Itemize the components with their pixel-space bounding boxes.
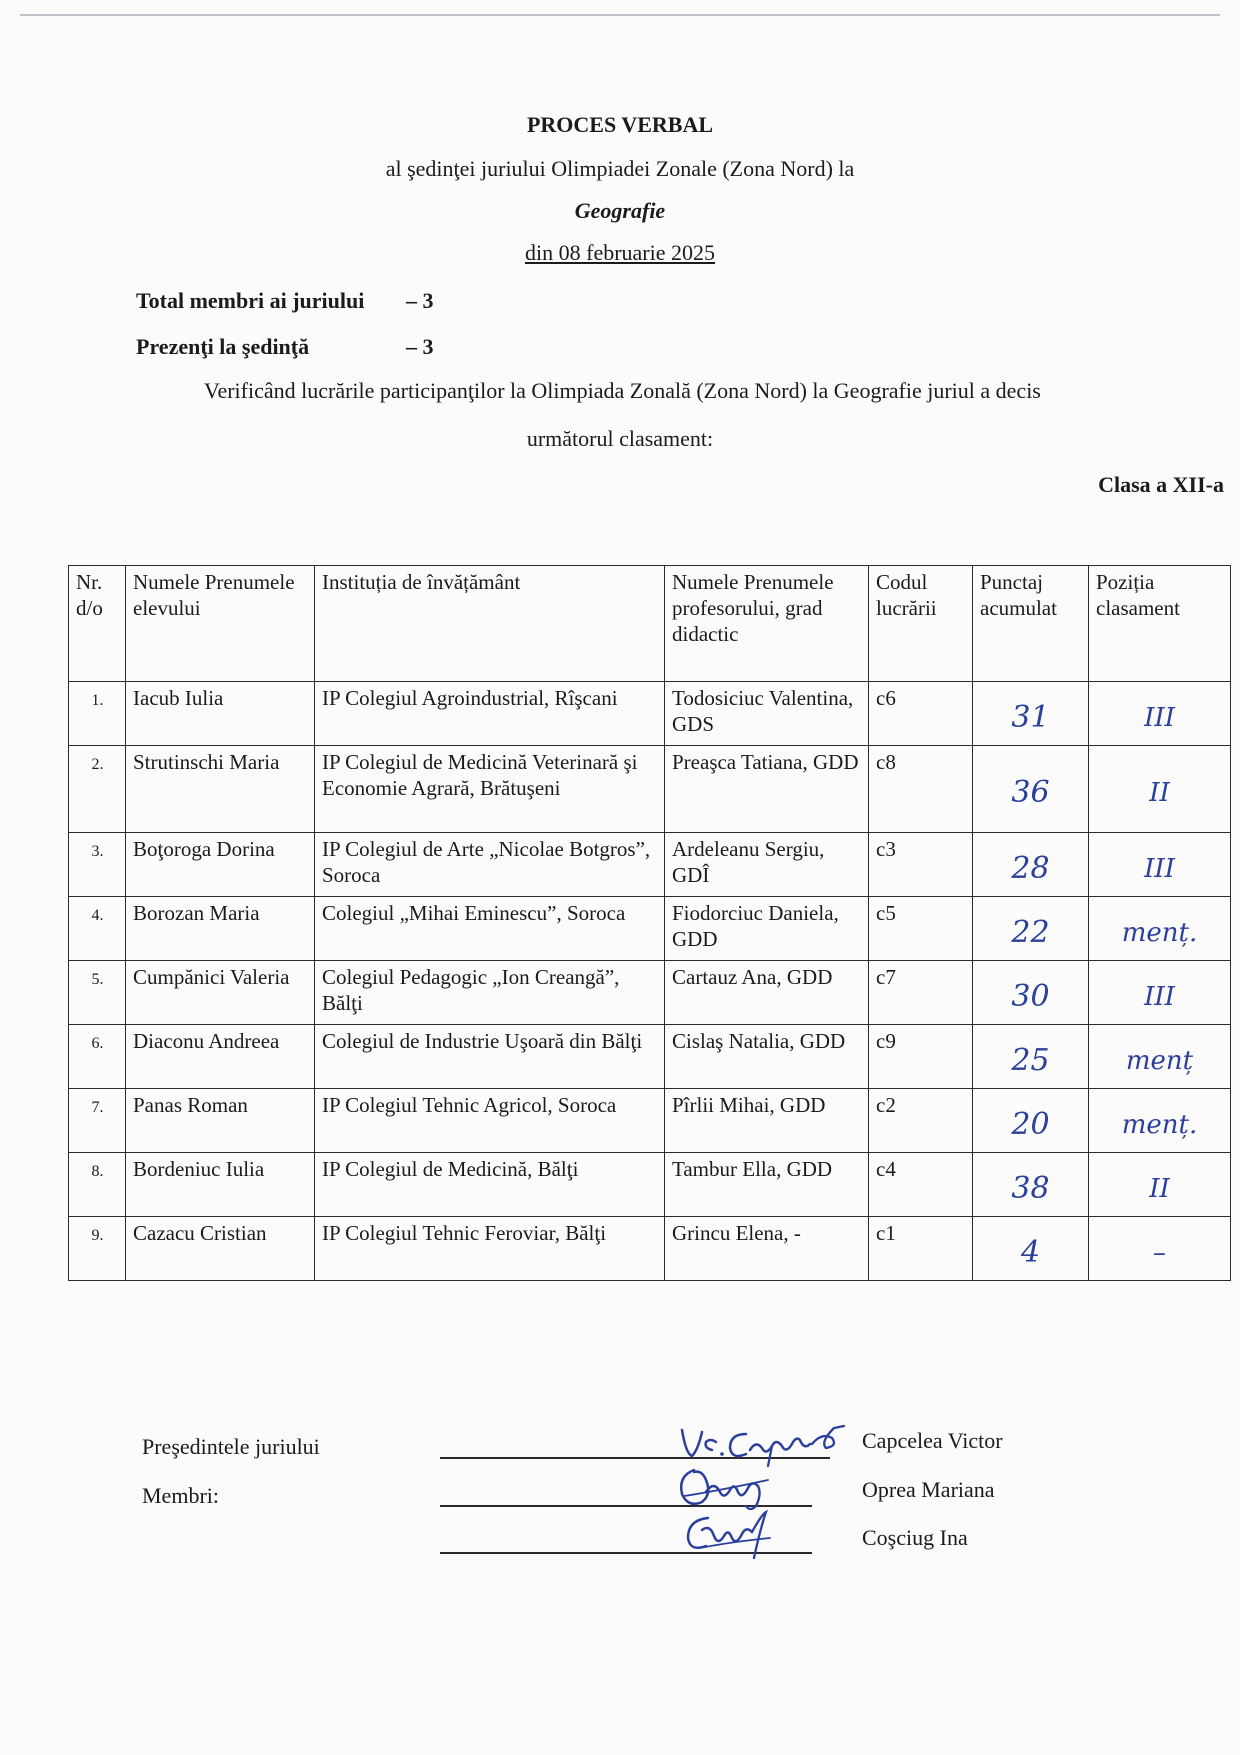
cell-position: menț. — [1089, 1089, 1231, 1153]
jury-present — [136, 334, 434, 360]
cell-score: 38 — [973, 1153, 1089, 1217]
class-label: Clasa a XII-a — [1098, 472, 1224, 497]
intro-line-1: Verificând lucrările participanţilor la Olimpiada Zonală (Zona Nord) la Geografie juriul a decis — [204, 378, 1041, 403]
cell-teacher: Preaşca Tatiana, GDD — [665, 746, 869, 833]
cell-position: III — [1089, 682, 1231, 746]
table-row — [69, 833, 1231, 897]
cell-position: II — [1089, 1153, 1231, 1217]
member-1-signature-image — [672, 1462, 782, 1512]
cell-code: c9 — [869, 1025, 973, 1089]
cell-teacher: Cartauz Ana, GDD — [665, 961, 869, 1025]
results-table — [68, 565, 1231, 1281]
cell-teacher: Cislaş Natalia, GDD — [665, 1025, 869, 1089]
cell-student: Strutinschi Maria — [126, 746, 315, 833]
cell-institution: IP Colegiul Tehnic Feroviar, Bălţi — [315, 1217, 665, 1281]
header-nr: Nr. d/o — [69, 566, 126, 682]
cell-score: 25 — [973, 1025, 1089, 1089]
cell-nr: 6. — [69, 1025, 126, 1089]
cell-nr: 1. — [69, 682, 126, 746]
cell-code: c5 — [869, 897, 973, 961]
table-row — [69, 961, 1231, 1025]
cell-code: c8 — [869, 746, 973, 833]
header-teacher: Numele Prenumele profesorului, grad didactic — [665, 566, 869, 682]
member-2-signature-image — [680, 1508, 780, 1562]
cell-institution: IP Colegiul Agroindustrial, Rîşcani — [315, 682, 665, 746]
cell-position: III — [1089, 961, 1231, 1025]
cell-position: – — [1089, 1217, 1231, 1281]
cell-score: 4 — [973, 1217, 1089, 1281]
document-subtitle: al şedinţei juriului Olimpiadei Zonale (Zona Nord) la — [385, 156, 855, 181]
cell-institution: IP Colegiul de Arte „Nicolae Botgros”, Soroca — [315, 833, 665, 897]
cell-code: c3 — [869, 833, 973, 897]
cell-code: c7 — [869, 961, 973, 1025]
cell-institution: Colegiul „Mihai Eminescu”, Soroca — [315, 897, 665, 961]
subject-name: Geografie — [574, 198, 666, 223]
cell-nr: 5. — [69, 961, 126, 1025]
cell-institution: IP Colegiul de Medicină Veterinară şi Economie Agrară, Brătuşeni — [315, 746, 665, 833]
document-title: PROCES VERBAL — [526, 112, 714, 137]
table-row — [69, 1025, 1231, 1089]
table-row — [69, 1089, 1231, 1153]
table-row — [69, 1217, 1231, 1281]
cell-teacher: Fiodorciuc Daniela, GDD — [665, 897, 869, 961]
cell-nr: 8. — [69, 1153, 126, 1217]
cell-nr: 7. — [69, 1089, 126, 1153]
cell-student: Bordeniuc Iulia — [126, 1153, 315, 1217]
session-date: din 08 februarie 2025 — [525, 240, 715, 265]
president-signature-image — [676, 1420, 856, 1468]
cell-student: Panas Roman — [126, 1089, 315, 1153]
cell-teacher: Tambur Ella, GDD — [665, 1153, 869, 1217]
table-row — [69, 897, 1231, 961]
header-code: Codul lucrării — [869, 566, 973, 682]
header-institution: Instituția de învățământ — [315, 566, 665, 682]
header-position: Poziția clasament — [1089, 566, 1231, 682]
scan-edge-line — [20, 14, 1220, 16]
cell-teacher: Todosiciuc Valentina, GDS — [665, 682, 869, 746]
table-header-row — [69, 566, 1231, 682]
cell-score: 28 — [973, 833, 1089, 897]
cell-position: menț. — [1089, 897, 1231, 961]
intro-line-2: următorul clasament: — [526, 426, 714, 451]
jury-total-value: – 3 — [406, 288, 434, 313]
cell-institution: IP Colegiul Tehnic Agricol, Soroca — [315, 1089, 665, 1153]
president-name: Capcelea Victor — [862, 1428, 1003, 1453]
cell-code: c2 — [869, 1089, 973, 1153]
cell-score: 22 — [973, 897, 1089, 961]
cell-student: Boţoroga Dorina — [126, 833, 315, 897]
table-row — [69, 746, 1231, 833]
cell-institution: Colegiul Pedagogic „Ion Creangă”, Bălţi — [315, 961, 665, 1025]
cell-teacher: Pîrlii Mihai, GDD — [665, 1089, 869, 1153]
jury-total — [136, 288, 434, 314]
cell-position: II — [1089, 746, 1231, 833]
president-label: Preşedintele juriului — [142, 1434, 320, 1459]
cell-institution: IP Colegiul de Medicină, Bălţi — [315, 1153, 665, 1217]
cell-nr: 9. — [69, 1217, 126, 1281]
cell-score: 31 — [973, 682, 1089, 746]
table-row — [69, 1153, 1231, 1217]
cell-teacher: Ardeleanu Sergiu, GDÎ — [665, 833, 869, 897]
cell-student: Iacub Iulia — [126, 682, 315, 746]
cell-student: Diaconu Andreea — [126, 1025, 315, 1089]
header-student: Numele Prenumele elevului — [126, 566, 315, 682]
cell-code: c4 — [869, 1153, 973, 1217]
cell-score: 30 — [973, 961, 1089, 1025]
cell-institution: Colegiul de Industrie Uşoară din Bălţi — [315, 1025, 665, 1089]
table-row — [69, 682, 1231, 746]
cell-student: Cazacu Cristian — [126, 1217, 315, 1281]
cell-student: Borozan Maria — [126, 897, 315, 961]
cell-teacher: Grincu Elena, - — [665, 1217, 869, 1281]
member-name-2: Coşciug Ina — [862, 1525, 968, 1550]
cell-score: 36 — [973, 746, 1089, 833]
jury-total-label: Total membri ai juriului — [136, 288, 365, 313]
member-name-1: Oprea Mariana — [862, 1477, 995, 1502]
cell-position: menț — [1089, 1025, 1231, 1089]
cell-nr: 3. — [69, 833, 126, 897]
cell-score: 20 — [973, 1089, 1089, 1153]
cell-position: III — [1089, 833, 1231, 897]
cell-code: c1 — [869, 1217, 973, 1281]
cell-nr: 2. — [69, 746, 126, 833]
jury-present-label: Prezenţi la şedinţă — [136, 334, 310, 359]
cell-student: Cumpănici Valeria — [126, 961, 315, 1025]
cell-nr: 4. — [69, 897, 126, 961]
members-label: Membri: — [142, 1483, 219, 1508]
header-score: Punctaj acumulat — [973, 566, 1089, 682]
jury-present-value: – 3 — [406, 334, 434, 359]
cell-code: c6 — [869, 682, 973, 746]
